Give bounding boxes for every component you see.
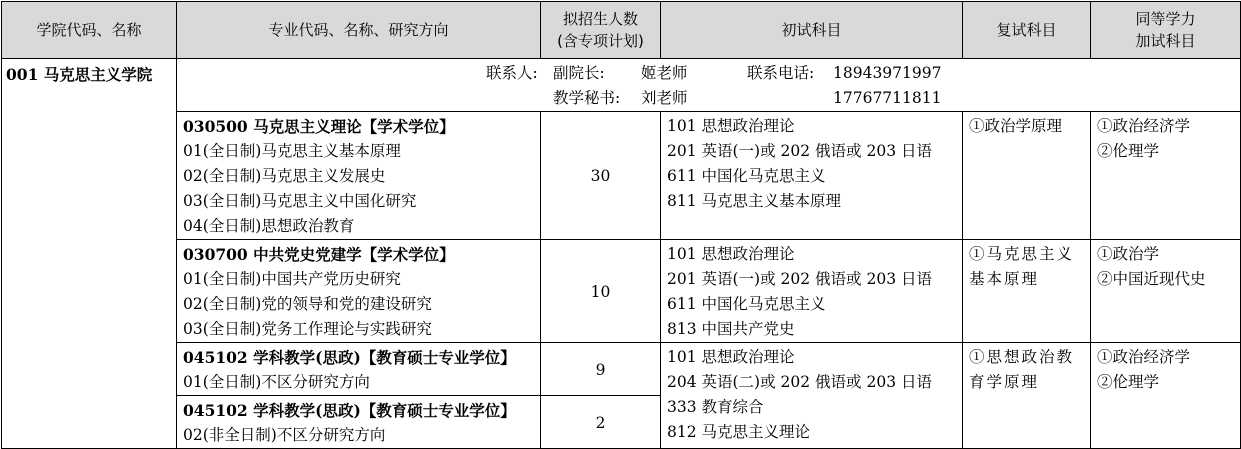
header-college: 学院代码、名称 — [2, 2, 177, 59]
major-direction: 02(非全日制)不区分研究方向 — [183, 426, 386, 444]
extra-subject: ①政治学 — [1097, 245, 1160, 263]
header-exam: 初试科目 — [661, 2, 963, 59]
header-enroll-line1: 拟招生人数 — [562, 10, 638, 28]
enroll-count: 10 — [541, 240, 661, 343]
major-title: 045102 学科教学(思政)【教育硕士专业学位】 — [183, 401, 516, 420]
major-direction: 03(全日制)马克思主义中国化研究 — [183, 192, 417, 210]
enroll-count: 30 — [541, 112, 661, 240]
header-extra — [1091, 2, 1241, 59]
contact-role-1: 副院长: — [553, 64, 605, 82]
exam-subject: 201 英语(一)或 202 俄语或 203 日语 — [667, 270, 932, 288]
contact-phone-1: 18943971997 — [833, 64, 942, 82]
exam-subject: 811 马克思主义基本原理 — [667, 192, 842, 210]
admissions-table — [1, 1, 1241, 449]
extra-subject: ②伦理学 — [1097, 373, 1160, 391]
exam-subject: 201 英语(一)或 202 俄语或 203 日语 — [667, 142, 932, 160]
extra-subjects — [1091, 240, 1241, 343]
major-title: 045102 学科教学(思政)【教育硕士专业学位】 — [183, 348, 516, 367]
major-title: 030700 中共党史党建学【学术学位】 — [183, 245, 455, 264]
header-extra-line1: 同等学力 — [1135, 10, 1196, 28]
contact-label: 联系人: — [486, 64, 538, 82]
contact-name-1: 姬老师 — [641, 64, 688, 82]
major-direction: 01(全日制)马克思主义基本原理 — [183, 142, 401, 160]
major-row — [2, 112, 1241, 240]
contact-info — [177, 59, 1241, 112]
contact-phone-label: 联系电话: — [747, 64, 815, 82]
major-direction: 01(全日制)中国共产党历史研究 — [183, 270, 401, 288]
header-major: 专业代码、名称、研究方向 — [177, 2, 541, 59]
header-row — [2, 2, 1241, 59]
major-direction: 02(全日制)马克思主义发展史 — [183, 167, 386, 185]
retest-subject: ①政治学原理 — [963, 112, 1091, 240]
exam-subject: 611 中国化马克思主义 — [667, 167, 826, 185]
extra-subject: ①政治经济学 — [1097, 348, 1191, 366]
exam-subject: 333 教育综合 — [667, 398, 764, 416]
major-row — [2, 343, 1241, 396]
extra-subjects — [1091, 343, 1241, 449]
header-enroll — [541, 2, 661, 59]
exam-subject: 101 思想政治理论 — [667, 348, 795, 366]
extra-subject: ①政治经济学 — [1097, 117, 1191, 135]
extra-subject: ②中国近现代史 — [1097, 270, 1206, 288]
enroll-count: 2 — [541, 396, 661, 449]
contact-name-2: 刘老师 — [641, 89, 688, 107]
enroll-count: 9 — [541, 343, 661, 396]
extra-subject: ②伦理学 — [1097, 142, 1160, 160]
extra-subjects — [1091, 112, 1241, 240]
contact-phone-2: 17767711811 — [833, 89, 942, 107]
major-direction: 03(全日制)党务工作理论与实践研究 — [183, 320, 432, 338]
retest-subject: ①思想政治教育学原理 — [963, 343, 1091, 449]
contact-row — [2, 59, 1241, 112]
retest-subject: ①马克思主义基本原理 — [963, 240, 1091, 343]
exam-subject: 101 思想政治理论 — [667, 245, 795, 263]
major-cell — [177, 112, 541, 240]
header-enroll-line2: (含专项计划) — [557, 32, 644, 50]
major-title: 030500 马克思主义理论【学术学位】 — [183, 117, 455, 136]
major-direction: 02(全日制)党的领导和党的建设研究 — [183, 295, 432, 313]
exam-subjects — [661, 240, 963, 343]
exam-subject: 101 思想政治理论 — [667, 117, 795, 135]
exam-subjects — [661, 343, 963, 449]
exam-subject: 611 中国化马克思主义 — [667, 295, 826, 313]
major-cell — [177, 240, 541, 343]
exam-subject: 204 英语(二)或 202 俄语或 203 日语 — [667, 373, 932, 391]
college-name: 001 马克思主义学院 — [2, 59, 177, 449]
exam-subject: 813 中国共产党史 — [667, 320, 795, 338]
contact-line-1 — [177, 61, 1240, 86]
contact-line-2 — [177, 86, 1240, 111]
header-retest: 复试科目 — [963, 2, 1091, 59]
contact-role-2: 教学秘书: — [553, 89, 621, 107]
major-direction: 04(全日制)思想政治教育 — [183, 217, 355, 235]
exam-subject: 812 马克思主义理论 — [667, 423, 811, 441]
major-direction: 01(全日制)不区分研究方向 — [183, 373, 370, 391]
major-row — [2, 240, 1241, 343]
exam-subjects — [661, 112, 963, 240]
major-cell — [177, 396, 541, 449]
major-cell — [177, 343, 541, 396]
header-extra-line2: 加试科目 — [1135, 32, 1196, 50]
